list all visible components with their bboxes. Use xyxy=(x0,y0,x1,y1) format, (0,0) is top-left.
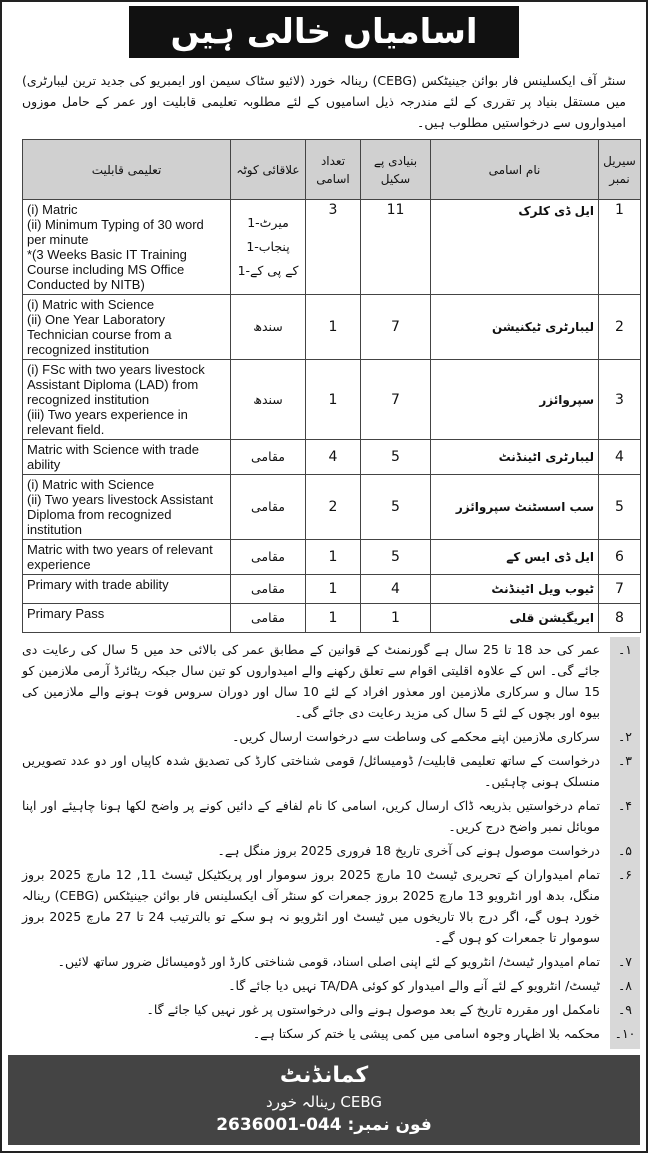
qualification-line: (ii) Minimum Typing of 30 word per minute xyxy=(27,217,204,247)
quota-cell xyxy=(231,295,306,360)
scale-cell: 5 xyxy=(361,475,431,540)
note-number: ۶۔ xyxy=(617,867,633,882)
count-cell: 3 xyxy=(306,200,361,295)
header-scale: بنیادی پے سکیل xyxy=(361,140,431,200)
quota-cell xyxy=(231,360,306,440)
post-name-cell: ایریگیشن قلی xyxy=(431,604,599,633)
qualification-cell xyxy=(23,360,231,440)
header-qualification: تعلیمی قابلیت xyxy=(23,140,231,200)
note-item xyxy=(22,840,640,861)
scale-cell: 7 xyxy=(361,360,431,440)
quota-cell xyxy=(231,475,306,540)
note-text: درخواست موصول ہونے کی آخری تاریخ 18 فروری 2025 بروز منگل ہے۔ xyxy=(217,843,600,858)
note-item xyxy=(22,864,640,948)
note-text: سرکاری ملازمین اپنے محکمے کی وساطت سے درخواست ارسال کریں۔ xyxy=(232,729,600,744)
note-item xyxy=(22,975,640,996)
vacancy-table xyxy=(22,139,641,633)
quota-cell xyxy=(231,575,306,604)
header-serial: سیریل نمبر xyxy=(599,140,641,200)
serial-cell: 6 xyxy=(599,540,641,575)
note-text: محکمہ بلا اظہار وجوہ اسامی میں کمی پیشی یا ختم کر سکتا ہے۔ xyxy=(252,1026,600,1041)
note-text: تمام درخواستیں بذریعہ ڈاک ارسال کریں، اسامی کا نام لفافے کے دائیں کونے پر واضح لکھا ہونا چاہیئے اور اپنا موبائل نمبر واضح درج کریں۔ xyxy=(22,798,600,834)
qualification-line: Matric with Science with trade ability xyxy=(27,442,199,472)
post-name-cell: سب اسسٹنٹ سپروائزر xyxy=(431,475,599,540)
note-number: ۸۔ xyxy=(617,978,633,993)
table-row xyxy=(23,295,641,360)
scale-cell: 11 xyxy=(361,200,431,295)
qualification-cell xyxy=(23,200,231,295)
scale-cell: 4 xyxy=(361,575,431,604)
note-item xyxy=(22,951,640,972)
note-text: عمر کی حد 18 تا 25 سال ہے گورنمنٹ کے قوانین کے مطابق عمر کی بالائی حد میں 5 سال کی رعایت دی جائے گی۔ اس کے علاوہ اقلیتی اقوام سے تعلق رکھنے والے امیدواروں کو تین سال جبکہ ریٹائرڈ آرمی ملازمین کو 15 سال و سرکاری ملازمین اور معذور افراد کے لئے 10 سال اور دوران سروس فوت ہونے والے ملازمین کی بیوہ اور بچوں کے لئے 5 سال کی مزید رعایت دی جائے گی۔ xyxy=(22,642,600,720)
note-text: نامکمل اور مقررہ تاریخ کے بعد موصول ہونے والی درخواستوں پر غور نہیں کیا جائے گا۔ xyxy=(146,1002,600,1017)
qualification-line: *(3 Weeks Basic IT Training Course including MS Office Conducted by NITB) xyxy=(27,247,187,292)
note-number: ۱۔ xyxy=(617,642,633,657)
quota-line: مقامی xyxy=(251,581,285,596)
qualification-line: Primary Pass xyxy=(27,606,105,621)
quota-cell xyxy=(231,200,306,295)
table-header-row xyxy=(23,140,641,200)
qualification-line: (i) Matric xyxy=(27,202,78,217)
note-item xyxy=(22,726,640,747)
qualification-line: Matric with two years of relevant experience xyxy=(27,542,213,572)
scale-cell: 5 xyxy=(361,540,431,575)
qualification-line: (ii) One Year Laboratory Technician course from a recognized institution xyxy=(27,312,172,357)
quota-cell xyxy=(231,540,306,575)
quota-cell xyxy=(231,440,306,475)
note-item xyxy=(22,750,640,792)
quota-line: سندھ xyxy=(253,391,283,407)
serial-cell: 7 xyxy=(599,575,641,604)
serial-cell: 2 xyxy=(599,295,641,360)
quota-line: مقامی xyxy=(251,610,285,625)
quota-line: مقامی xyxy=(251,549,285,564)
qualification-line: (i) Matric with Science xyxy=(27,477,155,492)
serial-cell: 3 xyxy=(599,360,641,440)
note-text: درخواست کے ساتھ تعلیمی قابلیت/ ڈومیسائل/ قومی شناختی کارڈ کی تصدیق شدہ کاپیاں اور دو عدد تصویریں منسلک ہونی چاہئیں۔ xyxy=(22,753,600,789)
count-cell: 1 xyxy=(306,575,361,604)
table-row xyxy=(23,575,641,604)
qualification-line: (iii) Two years experience in relevant field. xyxy=(27,407,188,437)
note-text: تمام امیدواران کے تحریری ٹیسٹ 10 مارچ 2025 بروز سوموار اور پریکٹیکل ٹیسٹ 11, 12 مارچ 2025 بروز منگل، بدھ اور انٹرویو 13 مارچ 2025 بروز جمعرات کو سنٹر آف ایکسلینس فار بوائن جینیٹکس (CEBG) رینالہ خورد ہوں گے، اگر درج بالا تاریخوں میں ٹیسٹ اور انٹرویو نہ ہو سکے تو بالترتیب 24 تا 27 مارچ 2025 بروز سوموار تا جمعرات کو ہوں گے۔ xyxy=(22,867,600,945)
qualification-line: Primary with trade ability xyxy=(27,577,169,592)
serial-cell: 8 xyxy=(599,604,641,633)
quota-line: سندھ xyxy=(253,319,283,334)
table-row xyxy=(23,360,641,440)
scale-cell: 1 xyxy=(361,604,431,633)
headline-banner: اسامیاں خالی ہیں xyxy=(129,6,519,58)
quota-cell xyxy=(231,604,306,633)
post-name-cell: لیبارٹری ٹیکنیشن xyxy=(431,295,599,360)
qualification-cell xyxy=(23,575,231,604)
count-cell: 1 xyxy=(306,604,361,633)
quota-line: کے پی کے-1 xyxy=(237,263,299,278)
serial-cell: 1 xyxy=(599,200,641,295)
header-quota: علاقائی کوٹہ xyxy=(231,140,306,200)
qualification-line: (i) FSc with two years livestock Assistant Diploma (LAD) from recognized institution xyxy=(27,362,205,407)
qualification-line: (i) Matric with Science xyxy=(27,297,155,312)
quota-line: مقامی xyxy=(251,449,285,464)
note-item xyxy=(22,999,640,1020)
note-number: ۳۔ xyxy=(617,753,633,768)
note-number: ۴۔ xyxy=(617,798,633,813)
quota-line: میرٹ-1 xyxy=(247,215,289,230)
qualification-cell xyxy=(23,475,231,540)
note-item xyxy=(22,639,640,723)
table-row xyxy=(23,540,641,575)
serial-cell: 4 xyxy=(599,440,641,475)
note-item xyxy=(22,795,640,837)
count-cell: 4 xyxy=(306,440,361,475)
qualification-cell xyxy=(23,540,231,575)
qualification-cell xyxy=(23,604,231,633)
count-cell: 1 xyxy=(306,360,361,440)
scale-cell: 5 xyxy=(361,440,431,475)
post-name-cell: ایل ڈی ایس کے xyxy=(431,540,599,575)
note-number: ۲۔ xyxy=(617,729,633,744)
post-name-cell: ایل ڈی کلرک xyxy=(431,200,599,295)
qualification-line: (ii) Two years livestock Assistant Diploma from recognized institution xyxy=(27,492,214,537)
note-item xyxy=(22,1023,640,1044)
header-count: تعداد اسامی xyxy=(306,140,361,200)
note-number: ۱۰۔ xyxy=(614,1026,636,1041)
table-row xyxy=(23,200,641,295)
notes-section xyxy=(22,637,640,1049)
quota-line: پنجاب-1 xyxy=(246,239,290,254)
note-number: ۵۔ xyxy=(617,843,633,858)
post-name-cell: سپروائزر xyxy=(431,360,599,440)
intro-text: سنٹر آف ایکسلینس فار بوائن جینیٹکس (CEBG) رینالہ خورد (لائیو سٹاک سیمن اور ایمبریو کی جدید ترین لیبارٹری) میں مستقل بنیاد پر تقرری کے لئے مندرجہ ذیل اسامیوں کے لئے مطلوبہ تعلیمی قابلیت اور عمر کے حامل موزوں امیدواروں سے درخواستیں مطلوب ہیں۔ xyxy=(22,73,626,130)
footer-phone: فون نمبر: 044-2636001 xyxy=(216,1115,432,1135)
serial-cell: 5 xyxy=(599,475,641,540)
table-row xyxy=(23,440,641,475)
count-cell: 1 xyxy=(306,540,361,575)
footer-title: کمانڈنٹ xyxy=(279,1063,369,1088)
table-row xyxy=(23,604,641,633)
note-text: ٹیسٹ/ انٹرویو کے لئے آنے والے امیدوار کو کوئی TA/DA نہیں دیا جائے گا۔ xyxy=(228,978,600,993)
note-number: ۷۔ xyxy=(617,954,633,969)
qualification-cell xyxy=(23,440,231,475)
count-cell: 1 xyxy=(306,295,361,360)
post-name-cell: ٹیوب ویل اٹینڈنٹ xyxy=(431,575,599,604)
note-text: تمام امیدوار ٹیسٹ/ انٹرویو کے لئے اپنی اصلی اسناد، قومی شناختی کارڈ اور ڈومیسائل ضرور ساتھ لائیں۔ xyxy=(57,954,600,969)
footer-signature xyxy=(8,1055,640,1145)
scale-cell: 7 xyxy=(361,295,431,360)
post-name-cell: لیبارٹری اٹینڈنٹ xyxy=(431,440,599,475)
quota-line: مقامی xyxy=(251,499,285,514)
footer-org: CEBG رینالہ خورد xyxy=(266,1093,382,1111)
count-cell: 2 xyxy=(306,475,361,540)
qualification-cell xyxy=(23,295,231,360)
note-number: ۹۔ xyxy=(617,1002,633,1017)
table-row xyxy=(23,475,641,540)
header-name: نام اسامی xyxy=(431,140,599,200)
